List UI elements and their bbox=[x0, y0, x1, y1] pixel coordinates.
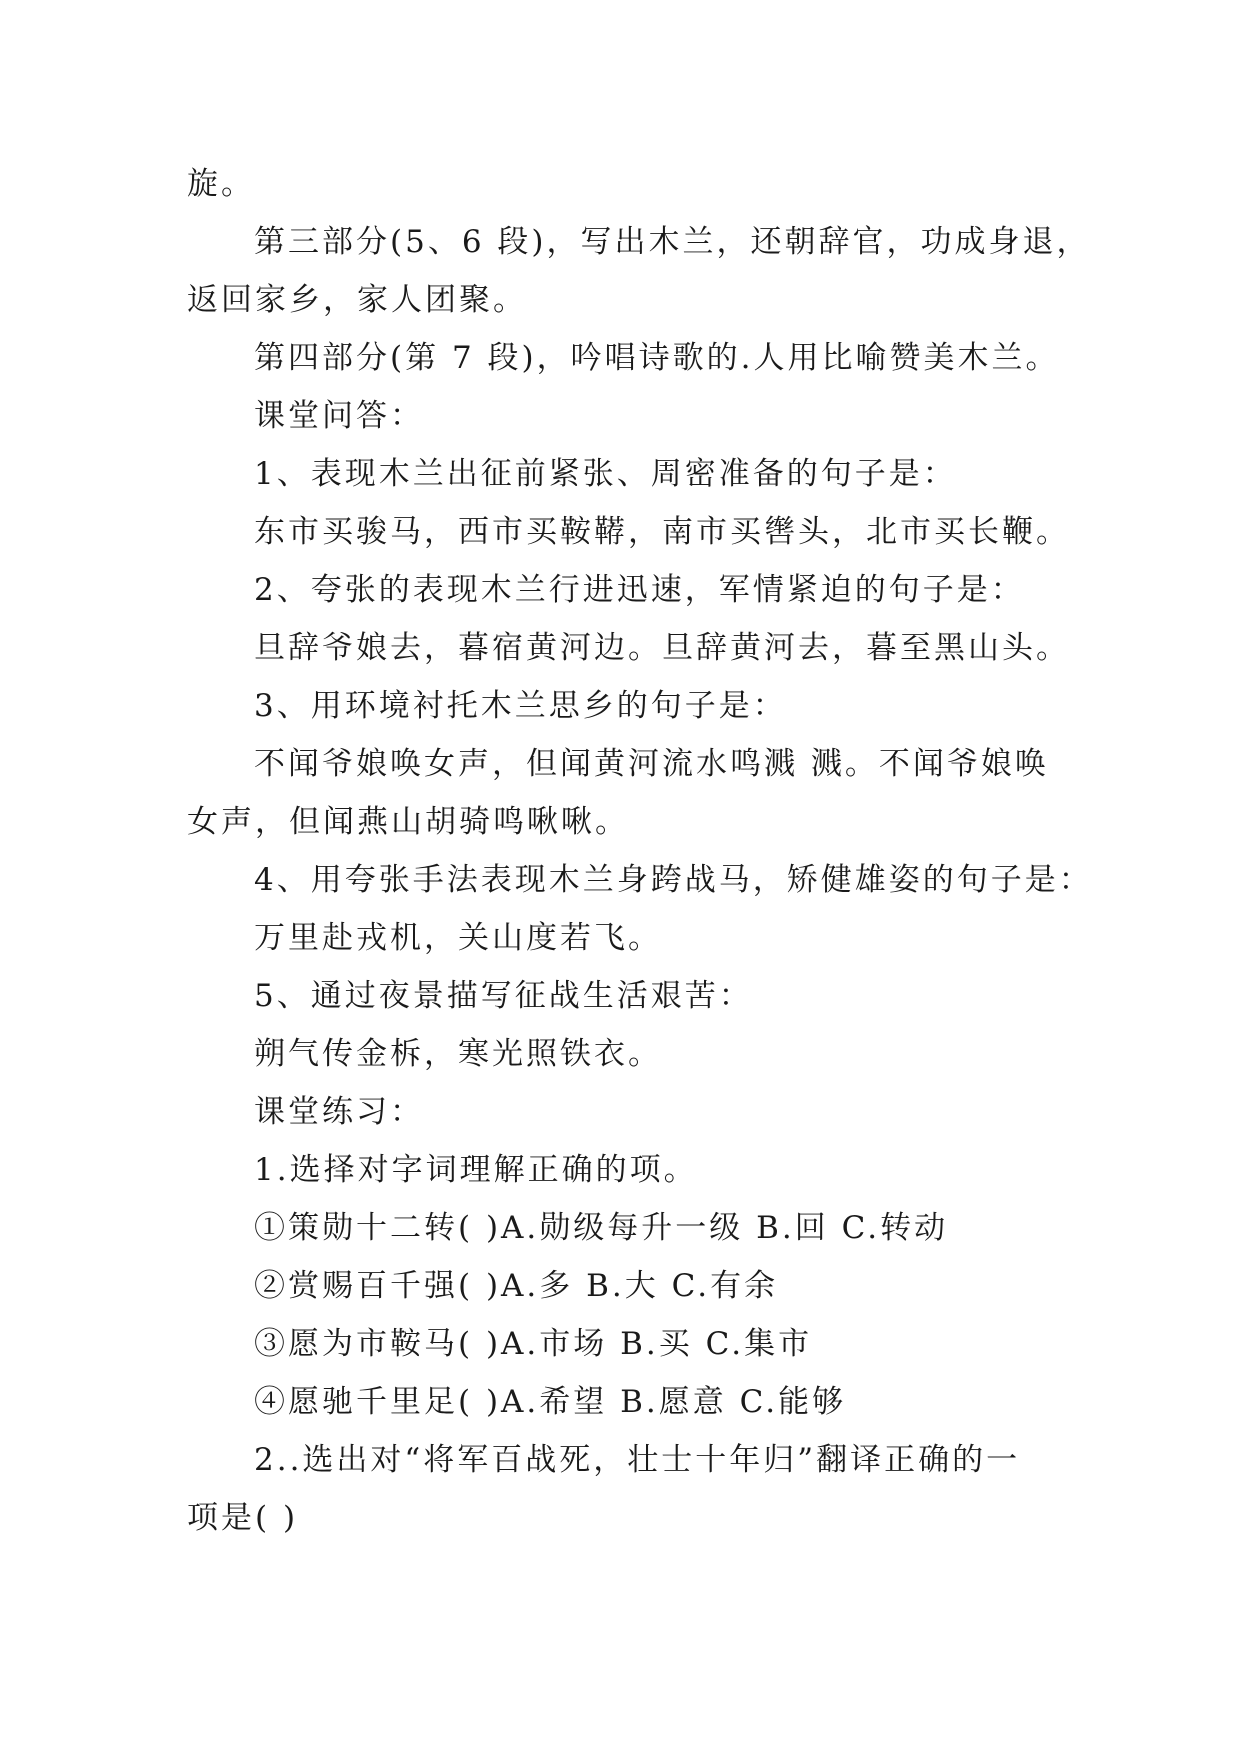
exercise-option: ④愿驰千里足( )A.希望 B.愿意 C.能够 bbox=[254, 1384, 847, 1420]
answer-line: 女声，但闻燕山胡骑鸣啾啾。 bbox=[187, 804, 629, 840]
exercise-option: ②赏赐百千强( )A.多 B.大 C.有余 bbox=[254, 1268, 779, 1304]
question-item: 2、夸张的表现木兰行进迅速，军情紧迫的句子是： bbox=[254, 572, 1025, 608]
text-line: 旋。 bbox=[187, 166, 255, 202]
question-item: 5、通过夜景描写征战生活艰苦： bbox=[254, 978, 753, 1014]
answer-line: 东市买骏马，西市买鞍鞯，南市买辔头，北市买长鞭。 bbox=[254, 514, 1070, 550]
text-line: 返回家乡，家人团聚。 bbox=[187, 282, 527, 318]
question-item: 4、用夸张手法表现木兰身跨战马，矫健雄姿的句子是： bbox=[254, 862, 1093, 898]
question-item: 1、表现木兰出征前紧张、周密准备的句子是： bbox=[254, 456, 957, 492]
answer-line: 旦辞爷娘去，暮宿黄河边。旦辞黄河去，暮至黑山头。 bbox=[254, 630, 1070, 666]
exercise-option: ①策勋十二转( )A.勋级每升一级 B.回 C.转动 bbox=[254, 1210, 949, 1246]
text-line: 第三部分(5、6 段)，写出木兰，还朝辞官，功成身退， bbox=[254, 224, 1091, 260]
exercise-item: 项是( ) bbox=[187, 1500, 299, 1536]
section-heading: 课堂练习： bbox=[254, 1094, 424, 1130]
question-item: 3、用环境衬托木兰思乡的句子是： bbox=[254, 688, 787, 724]
section-heading: 课堂问答： bbox=[254, 398, 424, 434]
exercise-item: 2..选出对“将军百战死，壮士十年归”翻译正确的一 bbox=[254, 1442, 1021, 1478]
text-line: 第四部分(第 7 段)，吟唱诗歌的.人用比喻赞美木兰。 bbox=[254, 340, 1060, 376]
exercise-option: ③愿为市鞍马( )A.市场 B.买 C.集市 bbox=[254, 1326, 813, 1362]
answer-line: 不闻爷娘唤女声，但闻黄河流水鸣溅 溅。不闻爷娘唤 bbox=[254, 746, 1049, 782]
exercise-item: 1.选择对字词理解正确的项。 bbox=[254, 1152, 698, 1188]
answer-line: 万里赴戎机，关山度若飞。 bbox=[254, 920, 662, 956]
answer-line: 朔气传金柝，寒光照铁衣。 bbox=[254, 1036, 662, 1072]
